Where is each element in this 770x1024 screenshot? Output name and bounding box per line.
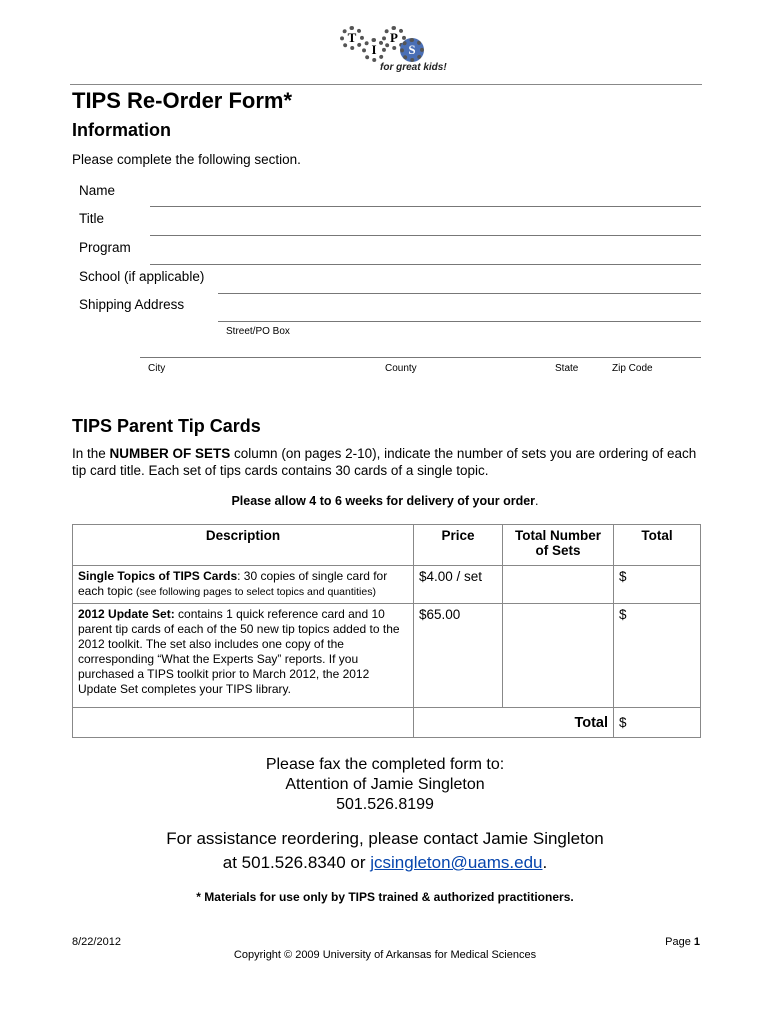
assistance-line: For assistance reordering, please contact Jamie Singleton	[166, 829, 604, 848]
city-state-zip-field[interactable]	[140, 357, 701, 358]
delivery-period: .	[535, 494, 539, 508]
name-field[interactable]	[150, 206, 701, 207]
logo-letter-s: S	[408, 42, 416, 57]
logo-tagline: for great kids!	[380, 62, 447, 73]
delivery-text: Please allow 4 to 6 weeks for delivery of your order	[231, 494, 536, 508]
sublabel-state: State	[555, 363, 579, 374]
page-label: Page	[665, 936, 694, 948]
row-title: 2012 Update Set:	[78, 607, 175, 621]
sublabel-county: County	[385, 363, 417, 374]
instructions-text: column (on pages 2-10), indicate the number of sets you are ordering of each tip card title. Each set of tips cards contains 30 cards of a single topic.	[72, 446, 697, 478]
disclaimer: * Materials for use only by TIPS trained & authorized practitioners.	[196, 890, 574, 904]
sets-input-cell[interactable]	[503, 604, 614, 708]
instructions-text: In the	[72, 446, 110, 461]
table-row	[73, 604, 701, 708]
fax-instruction: Please fax the completed form to:	[265, 756, 505, 773]
information-intro: Please complete the following section.	[72, 152, 301, 167]
header-sets: Total Number of Sets	[503, 525, 614, 566]
title-field[interactable]	[150, 235, 701, 236]
row-price: $4.00 / set	[414, 566, 503, 604]
row-total[interactable]: $	[614, 604, 701, 708]
tip-cards-instructions	[72, 445, 704, 479]
row-note: (see following pages to select topics and quantities)	[136, 586, 376, 598]
delivery-notice	[0, 494, 770, 508]
grand-total[interactable]: $	[614, 708, 701, 738]
field-label-school: School (if applicable)	[79, 269, 205, 284]
school-field[interactable]	[218, 293, 701, 294]
gear-icon	[400, 38, 424, 62]
assistance-period: .	[542, 853, 548, 872]
section-heading-information: Information	[72, 120, 171, 140]
footer-date: 8/22/2012	[72, 936, 121, 948]
copyright: Copyright © 2009 University of Arkansas for Medical Sciences	[233, 949, 537, 961]
page-title: TIPS Re-Order Form*	[72, 88, 293, 113]
field-label-program: Program	[79, 240, 131, 255]
tips-logo	[336, 24, 448, 80]
assistance-phone: at 501.526.8340 or	[222, 853, 371, 872]
header-description: Description	[73, 525, 414, 566]
sublabel-zip: Zip Code	[612, 363, 653, 374]
empty-cell	[73, 708, 414, 738]
logo-letter-t: T	[347, 30, 357, 45]
program-field[interactable]	[150, 264, 701, 265]
row-price: $65.00	[414, 604, 503, 708]
fax-attention: Attention of Jamie Singleton	[285, 776, 485, 793]
page-number	[665, 936, 700, 948]
row-title: Single Topics of TIPS Cards	[78, 569, 238, 583]
header-total: Total	[614, 525, 701, 566]
sublabel-city: City	[148, 363, 166, 374]
table-header-row	[73, 525, 701, 566]
street-field[interactable]	[218, 321, 701, 322]
field-label-name: Name	[79, 183, 116, 198]
header-divider	[70, 84, 702, 85]
sets-input-cell[interactable]	[503, 566, 614, 604]
table-total-row	[73, 708, 701, 738]
row-text: contains 1 quick reference card and 10 parent tip cards of each of the 50 new tip topics added to the 2012 toolkit. The set also includes one copy of the corresponding “What the Experts Say” reports. If you purchased a TIPS toolkit prior to March 2012, the 2012 Update Set completes your TIPS library.	[78, 607, 400, 696]
header-price: Price	[414, 525, 503, 566]
logo-letter-i: I	[371, 42, 377, 57]
section-heading-tip-cards: TIPS Parent Tip Cards	[72, 416, 261, 436]
email-link[interactable]: jcsingleton@uams.edu	[370, 853, 543, 872]
field-label-shipping: Shipping Address	[79, 297, 185, 312]
page-num: 1	[693, 936, 700, 948]
fax-number: 501.526.8199	[336, 796, 434, 813]
table-row	[73, 566, 701, 604]
assistance-contact	[0, 853, 770, 873]
total-label: Total	[414, 708, 614, 738]
gear-icon	[340, 26, 364, 50]
row-total[interactable]: $	[614, 566, 701, 604]
instructions-bold: NUMBER OF SETS	[109, 446, 231, 461]
order-table	[72, 524, 701, 738]
field-label-title: Title	[79, 211, 105, 226]
row-text: : 30 copies of single card for each topic	[78, 569, 388, 598]
sublabel-street: Street/PO Box	[226, 326, 290, 337]
row-description	[73, 566, 414, 604]
logo-letter-p: P	[390, 30, 398, 45]
row-description	[73, 604, 414, 708]
